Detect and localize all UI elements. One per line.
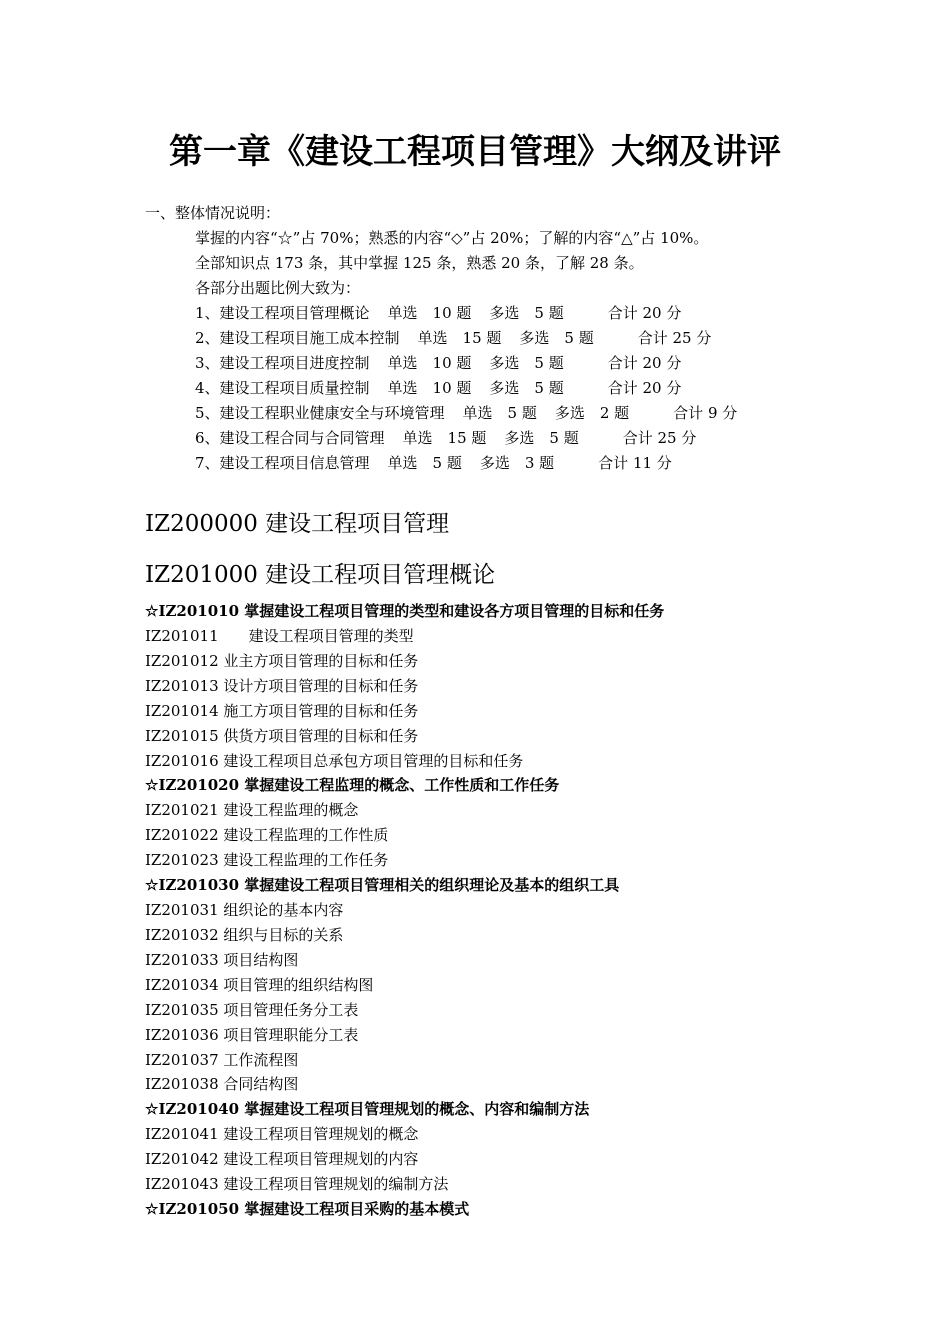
outline-item: IZ201016 建设工程项目总承包方项目管理的目标和任务 <box>145 752 524 770</box>
document-title: 第一章《建设工程项目管理》大纲及讲评 <box>169 132 781 172</box>
distribution-multi: 多选 5 题 <box>489 379 564 397</box>
distribution-row <box>195 353 681 373</box>
distribution-single: 单选 5 题 <box>387 454 462 472</box>
outline-section-heading: ☆IZ201010 掌握建设工程项目管理的类型和建设各方项目管理的目标和任务 <box>145 602 665 620</box>
outline-section-heading: ☆IZ201040 掌握建设工程项目管理规划的概念、内容和编制方法 <box>145 1100 590 1118</box>
distribution-multi: 多选 5 题 <box>519 329 594 347</box>
distribution-row <box>195 378 681 398</box>
outline-item: IZ201011 建设工程项目管理的类型 <box>145 627 414 645</box>
distribution-single: 单选 10 题 <box>387 379 472 397</box>
overview-line: 掌握的内容“☆”占 70%；熟悉的内容“◇”占 20%；了解的内容“△”占 10%。 <box>195 229 709 247</box>
distribution-single: 单选 15 题 <box>417 329 502 347</box>
distribution-single: 单选 10 题 <box>387 304 472 322</box>
distribution-name: 6、建设工程合同与合同管理 <box>195 429 385 447</box>
distribution-total: 合计 25 分 <box>637 329 712 347</box>
distribution-single: 单选 5 题 <box>462 404 537 422</box>
outline-item: IZ201043 建设工程项目管理规划的编制方法 <box>145 1175 449 1193</box>
distribution-total: 合计 20 分 <box>607 379 682 397</box>
outline-item: IZ201013 设计方项目管理的目标和任务 <box>145 677 419 695</box>
outline-section-heading: ☆IZ201020 掌握建设工程监理的概念、工作性质和工作任务 <box>145 776 560 794</box>
outline-item: IZ201042 建设工程项目管理规划的内容 <box>145 1150 419 1168</box>
outline-item: IZ201036 项目管理职能分工表 <box>145 1026 359 1044</box>
outline-item: IZ201021 建设工程监理的概念 <box>145 801 359 819</box>
distribution-total: 合计 25 分 <box>622 429 697 447</box>
outline-item: IZ201023 建设工程监理的工作任务 <box>145 851 389 869</box>
overview-line: 全部知识点 173 条，其中掌握 125 条，熟悉 20 条，了解 28 条。 <box>195 254 644 272</box>
outline-item: IZ201014 施工方项目管理的目标和任务 <box>145 702 419 720</box>
distribution-multi: 多选 2 题 <box>554 404 630 422</box>
distribution-name: 4、建设工程项目质量控制 <box>195 379 370 397</box>
outline-item: IZ201031 组织论的基本内容 <box>145 901 344 919</box>
outline-item: IZ201034 项目管理的组织结构图 <box>145 976 374 994</box>
distribution-multi: 多选 5 题 <box>489 354 564 372</box>
overview-line: 各部分出题比例大致为： <box>195 279 361 297</box>
outline-item: IZ201037 工作流程图 <box>145 1051 299 1069</box>
outline-item: IZ201035 项目管理任务分工表 <box>145 1001 359 1019</box>
outline-item: IZ201015 供货方项目管理的目标和任务 <box>145 727 419 745</box>
distribution-row <box>195 403 737 423</box>
overview-heading: 一、整体情况说明： <box>145 204 281 222</box>
outline-item: IZ201012 业主方项目管理的目标和任务 <box>145 652 419 670</box>
outline-item: IZ201041 建设工程项目管理规划的概念 <box>145 1125 419 1143</box>
distribution-single: 单选 10 题 <box>387 354 472 372</box>
distribution-name: 5、建设工程职业健康安全与环境管理 <box>195 404 445 422</box>
distribution-total: 合计 11 分 <box>598 454 672 472</box>
outline-section-heading: ☆IZ201030 掌握建设工程项目管理相关的组织理论及基本的组织工具 <box>145 876 620 894</box>
distribution-name: 1、建设工程项目管理概论 <box>195 304 370 322</box>
distribution-total: 合计 20 分 <box>607 354 682 372</box>
distribution-row <box>195 328 711 348</box>
outline-section-heading: ☆IZ201050 掌握建设工程项目采购的基本模式 <box>145 1200 470 1218</box>
distribution-row <box>195 303 681 323</box>
distribution-multi: 多选 5 题 <box>489 304 564 322</box>
distribution-name: 7、建设工程项目信息管理 <box>195 454 370 472</box>
heading-sub: IZ201000 建设工程项目管理概论 <box>145 562 496 588</box>
heading-main: IZ200000 建设工程项目管理 <box>145 511 450 537</box>
outline-item: IZ201032 组织与目标的关系 <box>145 926 344 944</box>
distribution-row <box>195 453 672 473</box>
distribution-total: 合计 20 分 <box>607 304 682 322</box>
distribution-multi: 多选 5 题 <box>504 429 579 447</box>
distribution-single: 单选 15 题 <box>402 429 487 447</box>
distribution-total: 合计 9 分 <box>673 404 738 422</box>
outline-item: IZ201022 建设工程监理的工作性质 <box>145 826 389 844</box>
distribution-name: 2、建设工程项目施工成本控制 <box>195 329 400 347</box>
distribution-name: 3、建设工程项目进度控制 <box>195 354 370 372</box>
outline-item: IZ201033 项目结构图 <box>145 951 299 969</box>
distribution-row <box>195 428 696 448</box>
outline-item: IZ201038 合同结构图 <box>145 1075 299 1093</box>
distribution-multi: 多选 3 题 <box>479 454 555 472</box>
